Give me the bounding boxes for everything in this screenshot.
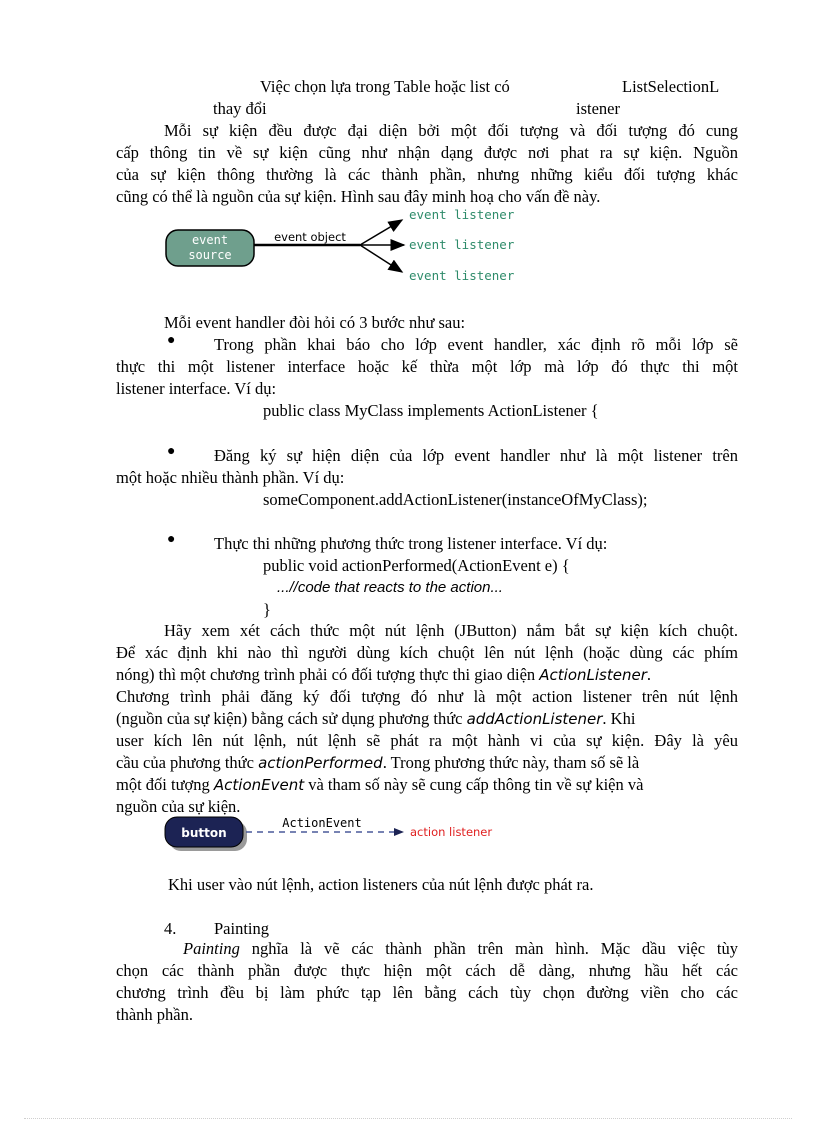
code-comment: ...//code that reacts to the action...	[277, 579, 503, 596]
event-source-label-2: source	[188, 248, 232, 262]
table-cell-listener	[576, 76, 746, 120]
paragraph-line: Để xác định khi nào thì người dùng kích chuột lên nút lệnh (hoặc dùng các phím	[116, 643, 738, 662]
section-number: 4.	[164, 919, 177, 938]
paragraph-line: cũng có thể là nguồn của sự kiện. Hình sau đây minh hoạ cho vấn đề này.	[116, 187, 601, 206]
event-source-label-1: event	[191, 233, 229, 247]
paragraph-text: .	[646, 665, 651, 684]
event-listener-label: event listener	[409, 237, 515, 252]
paragraph-line	[116, 708, 738, 730]
action-listener-label: action listener	[410, 825, 493, 839]
code-term: actionPerformed	[258, 754, 383, 772]
code-line: }	[263, 600, 271, 619]
button-label: button	[181, 826, 227, 840]
step-line: Thực thi những phương thức trong listener interface. Ví dụ:	[214, 534, 608, 553]
paragraph-text: (nguồn của sự kiện) bằng cách sử dụng phương thức	[116, 709, 467, 728]
table-cell-line: ListSelectionL	[622, 77, 720, 96]
table-cell-line: thay đổi	[213, 99, 267, 118]
event-listener-label: event listener	[409, 268, 515, 283]
paragraph-line	[183, 938, 738, 960]
paragraph-line: thành phần.	[116, 1005, 193, 1024]
section-title: Painting	[214, 919, 270, 938]
paragraph-line: Mỗi event handler đòi hỏi có 3 bước như sau:	[164, 313, 466, 332]
action-event-label: ActionEvent	[282, 816, 362, 830]
table-cell-description	[213, 76, 543, 120]
table-cell-line: Việc chọn lựa trong Table hoặc list có	[260, 77, 510, 96]
event-diagram-svg	[160, 204, 540, 290]
code-line: someComponent.addActionListener(instanceOfMyClass);	[263, 490, 648, 509]
paragraph-line: của sự kiện thông thường là các thành phần, nhưng những kiểu đối tượng khác	[116, 165, 738, 184]
paragraph-text: nghĩa là vẽ các thành phần trên màn hình. Mặc dầu việc tùy	[239, 939, 738, 958]
paragraph-text: . Khi	[602, 709, 636, 728]
paragraph-line: Chương trình phải đăng ký đối tượng đó như là một action listener trên nút lệnh	[116, 687, 738, 706]
bullet-icon: ●	[167, 444, 176, 459]
code-term: ActionListener	[539, 666, 647, 684]
term-painting: Painting	[183, 939, 240, 958]
page-bottom-border	[24, 1118, 792, 1119]
paragraph-text: một đối tượng	[116, 775, 214, 794]
action-event-arrowhead	[394, 828, 404, 836]
paragraph-line: cấp thông tin về sự kiện cũng như nhận dạng được nơi phat ra sự kiện. Nguồn	[116, 143, 738, 162]
paragraph-line: user kích lên nút lệnh, nút lệnh sẽ phát ra một hành vi của sự kiện. Đây là yêu	[116, 731, 738, 750]
code-line: public void actionPerformed(ActionEvent e) {	[263, 556, 570, 575]
step-line: thực thi một listener interface hoặc kế thừa một lớp mà lớp đó thực thi một	[116, 357, 738, 376]
table-cell-line: istener	[576, 99, 620, 118]
paragraph-line	[116, 752, 738, 774]
bullet-icon: ●	[167, 532, 176, 547]
paragraph-line: chương trình đều bị làm phức tạp lên bằng cách tùy chọn đường viền cho các	[116, 983, 738, 1002]
paragraph-text: . Trong phương thức này, tham số sẽ là	[382, 753, 640, 772]
paragraph-line: chọn các thành phần được thực hiện một cách dễ dàng, nhưng hầu hết các	[116, 961, 738, 980]
code-term: addActionListener	[466, 710, 603, 728]
arrow-to-listener-1	[360, 220, 402, 245]
paragraph-line	[116, 664, 738, 686]
event-listener-label: event listener	[409, 207, 515, 222]
arrow-to-listener-3	[360, 245, 402, 272]
step-line: Đăng ký sự hiện diện của lớp event handler như là một listener trên	[214, 446, 738, 465]
event-source-diagram	[160, 204, 540, 290]
paragraph-line: Hãy xem xét cách thức một nút lệnh (JButton) nắm bắt sự kiện kích chuột.	[164, 621, 738, 640]
paragraph-line	[116, 774, 738, 796]
code-term: ActionEvent	[213, 776, 305, 794]
action-event-diagram	[162, 812, 502, 854]
step-line: một hoặc nhiều thành phần. Ví dụ:	[116, 468, 345, 487]
action-diagram-svg	[162, 812, 502, 854]
event-object-label: event object	[274, 230, 346, 244]
paragraph-line: Mỗi sự kiện đều được đại diện bởi một đối tượng và đối tượng đó cung	[164, 121, 738, 140]
paragraph-text: nóng) thì một chương trình phải có đối tượng thực thi giao diện	[116, 665, 540, 684]
bullet-icon: ●	[167, 333, 176, 348]
code-line: public class MyClass implements ActionListener {	[263, 401, 599, 420]
paragraph-text: và tham số này sẽ cung cấp thông tin về sự kiện và	[304, 775, 644, 794]
step-line: Trong phần khai báo cho lớp event handler, xác định rõ mỗi lớp sẽ	[214, 335, 738, 354]
paragraph-text: cầu của phương thức	[116, 753, 259, 772]
step-line: listener interface. Ví dụ:	[116, 379, 277, 398]
paragraph-line: Khi user vào nút lệnh, action listeners của nút lệnh được phát ra.	[168, 875, 594, 894]
paragraph-line: nguồn của sự kiện.	[116, 797, 241, 816]
